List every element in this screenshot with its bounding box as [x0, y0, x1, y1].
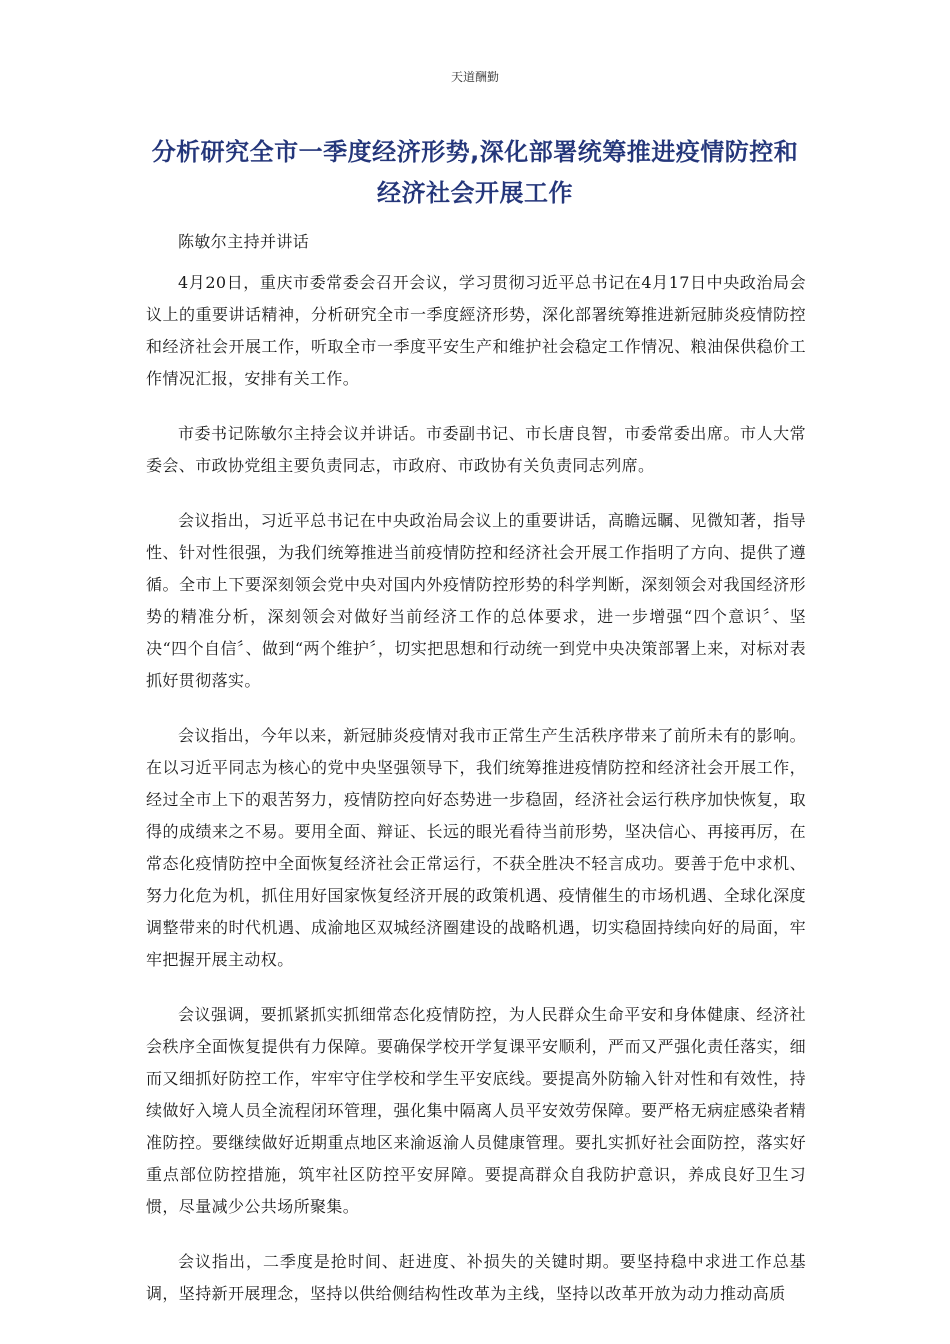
page-header: 天道酬勤: [450, 70, 499, 84]
document-body: [146, 226, 806, 1333]
document-title: 分析研究全市一季度经济形势,深化部署统筹推进疫情防控和经济社会开展工作: [151, 138, 799, 207]
author-line: 陈敏尔主持并讲话: [178, 232, 310, 251]
paragraph-4: 会议指出，今年以来，新冠肺炎疫情对我市正常生产生活秩序带来了前所未有的影响。在以习近平同志为核心的党中央坚强领导下，我们统筹推进疫情防控和经济社会开展工作，经过全市上下的艰苦努力，疫情防控向好态势进一步稳固，经济社会运行秩序加快恢复，取得的成绩来之不易。要用全面、辩证、长远的眼光看待当前形势，坚决信心、再接再厉，在常态化疫情防控中全面恢复经济社会正常运行，不获全胜决不轻言成功。要善于危中求机、努力化危为机，抓住用好国家恢复经济开展的政策机遇、疫情催生的市场机遇、全球化深度调整带来的时代机遇、成渝地区双城经济圈建设的战略机遇，切实稳固持续向好的局面，牢牢把握开展主动权。: [146, 726, 806, 969]
paragraph-1: 4月20日，重庆市委常委会召开会议，学习贯彻习近平总书记在4月17日中央政治局会议上的重要讲话精神，分析研究全市一季度經济形势，深化部署统筹推进新冠肺炎疫情防控和经济社会开展工作，听取全市一季度平安生产和维护社会稳定工作情况、粮油保供稳价工作情况汇报，安排有关工作。: [146, 273, 806, 388]
paragraph-6: 会议指出，二季度是抢时间、赶进度、补损失的关键时期。要坚持稳中求进工作总基调，坚持新开展理念，坚持以供给侧结构性改革为主线，坚持以改革开放为动力推动高质: [146, 1252, 806, 1303]
paragraph-2: 市委书记陈敏尔主持会议并讲话。市委副书记、市长唐良智，市委常委出席。市人大常委会、市政协党组主要负责同志，市政府、市政协有关负责同志列席。: [146, 424, 806, 475]
paragraph-5: 会议强调，要抓紧抓实抓细常态化疫情防控，为人民群众生命平安和身体健康、经济社会秩序全面恢复提供有力保障。要确保学校开学复课平安顺利，严而又严强化责任落实，细而又细抓好防控工作，牢牢守住学校和学生平安底线。要提高外防输入针对性和有效性，持续做好入境人员全流程闭环管理，强化集中隔离人员平安效劳保障。要严格无病症感染者精准防控。要继续做好近期重点地区来渝返渝人员健康管理。要扎实抓好社会面防控，落实好重点部位防控措施，筑牢社区防控平安屏障。要提高群众自我防护意识，养成良好卫生习惯，尽量减少公共场所聚集。: [146, 1005, 806, 1216]
paragraph-3: 会议指出，习近平总书记在中央政治局会议上的重要讲话，高瞻远瞩、见微知著，指导性、针对性很强，为我们统筹推进当前疫情防控和经济社会开展工作指明了方向、提供了遵循。全市上下要深刻领会党中央对国内外疫情防控形势的科学判断，深刻领会对我国经济形势的精准分析，深刻领会对做好当前经济工作的总体要求，进一步增强“四个意识〞、坚决“四个自信〞、做到“两个维护〞，切实把思想和行动统一到党中央决策部署上来，对标对表抓好贯彻落实。: [146, 511, 806, 690]
